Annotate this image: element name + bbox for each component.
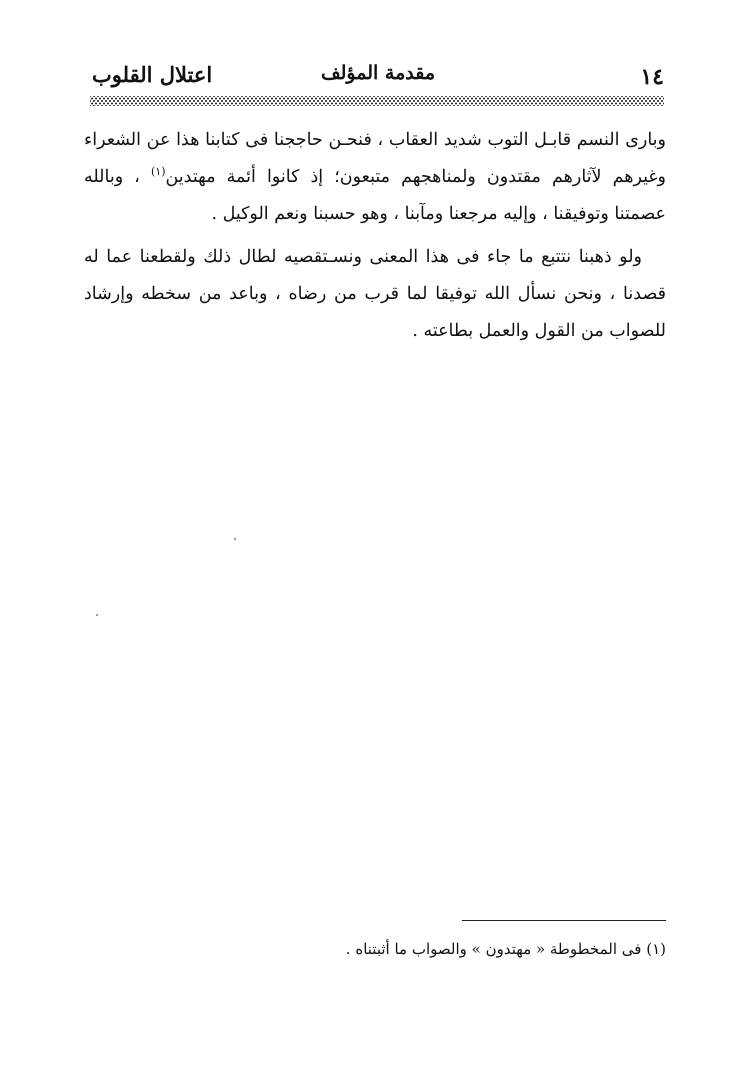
paragraph-1-continuation: ، وبالله عصمتنا وتوفيقنا ، وإليه مرجعنا ومآبنا ، وهو حسبنا ونعم الوكيل .: [84, 167, 666, 224]
footnote-separator: [462, 920, 666, 921]
body-text: [84, 122, 666, 350]
footnote-reference-marker: (١): [150, 165, 166, 179]
book-title: اعتلال القلوب: [92, 62, 213, 87]
footnote: (١) فى المخطوطة « مهتدون » والصواب ما أثبتناه .: [345, 940, 666, 958]
running-header: [92, 60, 664, 94]
paragraph-1-text: وبارى النسم قابـل التوب شديد العقاب ، فنحـن حاججنا فى كتابنا هذا عن الشعراء وغيرهم لآثارهم مقتدون ولمناهجهم متبعون؛ إذ كانوا أئمة مهتدين: [84, 130, 666, 187]
header-dotted-rule: [90, 96, 664, 106]
page-number: ١٤: [640, 64, 664, 90]
paragraph-2: ولو ذهبنا نتتبع ما جاء فى هذا المعنى ونسـتقصيه لطال ذلك ولقطعنا عما له قصدنا ، ونحن نسأل الله توفيقا لما قرب من رضاه ، وباعد من سخطه وإرشاد للصواب من القول والعمل بطاعته .: [84, 247, 666, 341]
paragraph-1: [84, 122, 666, 233]
scan-speck: [96, 614, 98, 616]
chapter-title: مقدمة المؤلف: [320, 62, 436, 84]
scan-speck: [234, 538, 236, 540]
